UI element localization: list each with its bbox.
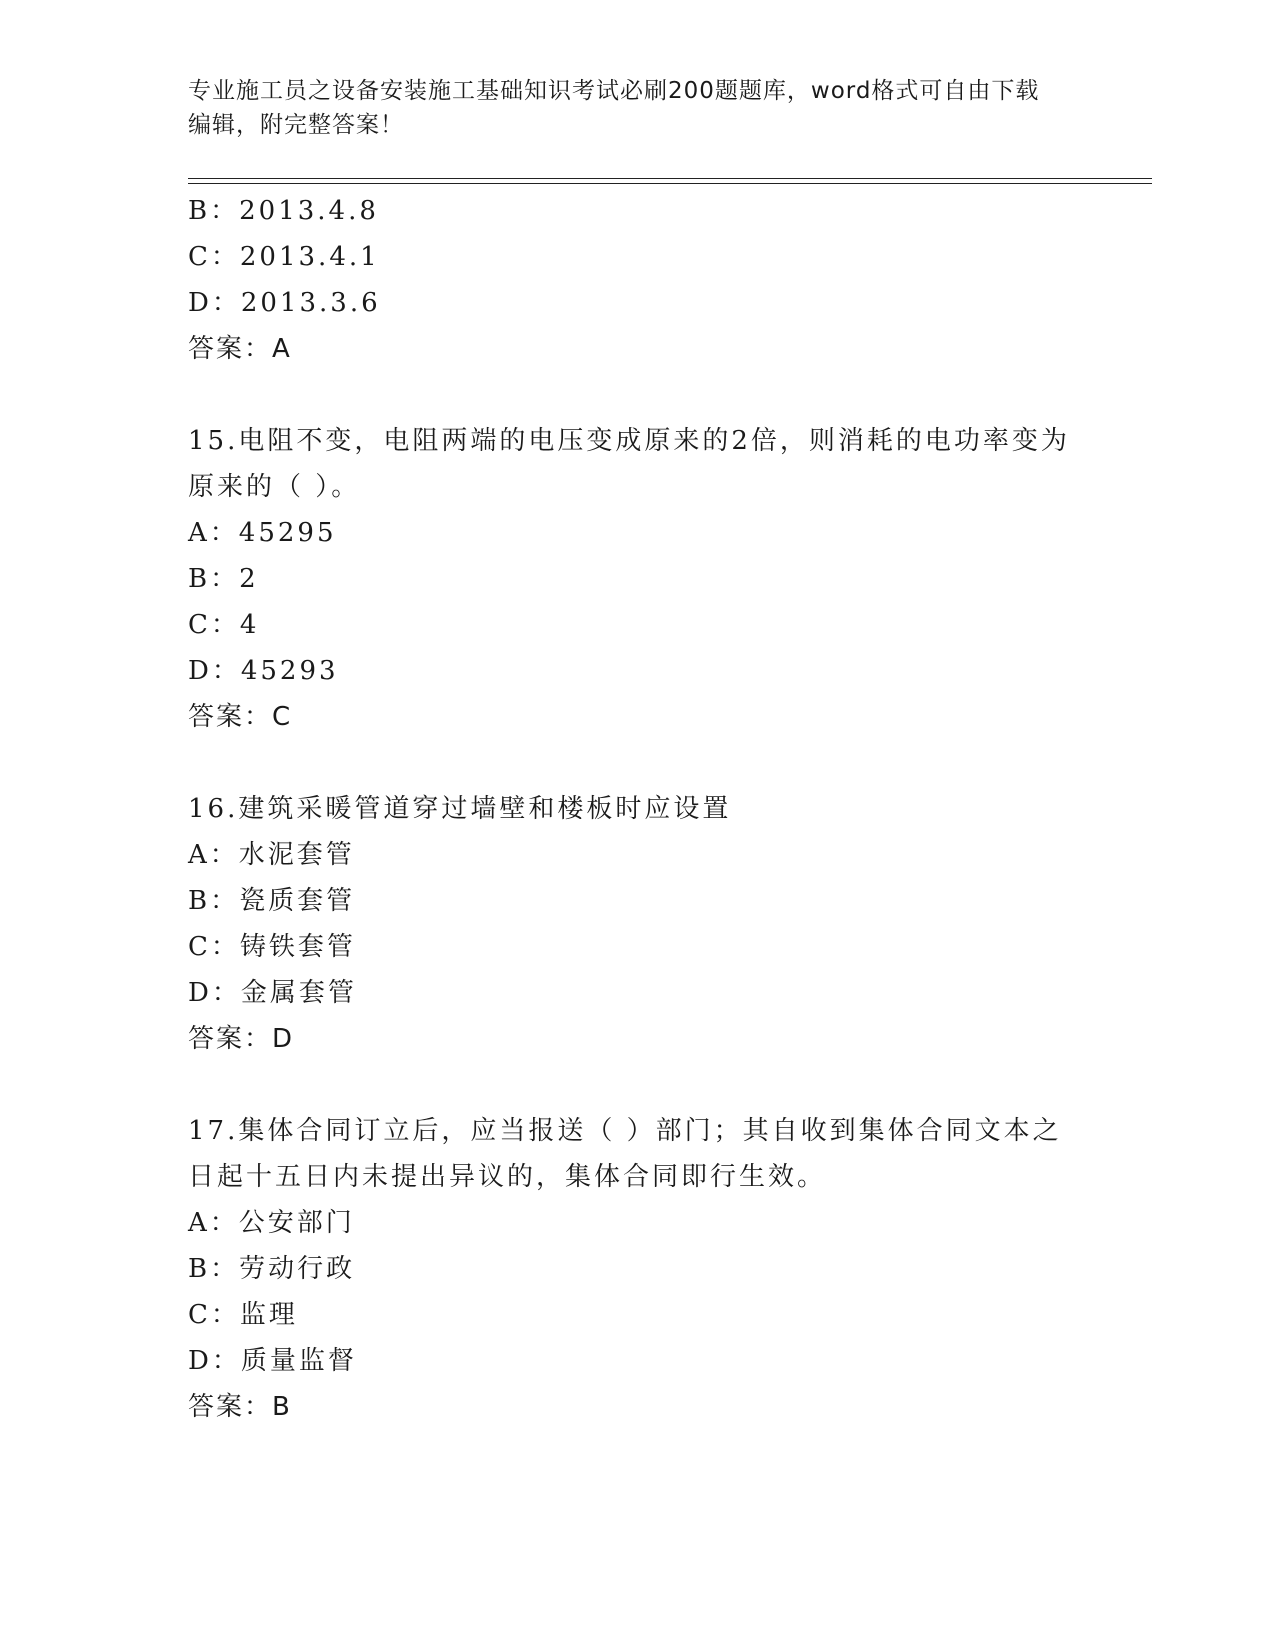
- header-divider-bottom: [188, 183, 1152, 184]
- spacer: [188, 372, 1088, 418]
- question-text-line: 15.电阻不变，电阻两端的电压变成原来的2倍，则消耗的电功率变为: [188, 426, 1070, 456]
- question-16: [188, 786, 1088, 1062]
- question-text-line: 原来的（ ）。: [188, 472, 361, 502]
- answer-line: 答案：D: [188, 1024, 295, 1054]
- option-b: B：劳动行政: [188, 1254, 356, 1284]
- option-d: D：45293: [188, 656, 339, 686]
- document-body: [188, 188, 1088, 1430]
- question-text-line: 日起十五日内未提出异议的，集体合同即行生效。: [188, 1162, 827, 1192]
- option-b: B：2013.4.8: [188, 196, 379, 226]
- option-d: D：质量监督: [188, 1346, 357, 1376]
- spacer: [188, 1062, 1088, 1108]
- option-b: B：2: [188, 564, 259, 594]
- option-c: C：铸铁套管: [188, 932, 356, 962]
- option-a: A：公安部门: [188, 1208, 355, 1238]
- option-a: A：45295: [188, 518, 337, 548]
- option-a: A：水泥套管: [188, 840, 355, 870]
- header-divider-top: [188, 178, 1152, 179]
- question-text-line: 17.集体合同订立后，应当报送（ ）部门；其自收到集体合同文本之: [188, 1116, 1062, 1146]
- option-b: B：瓷质套管: [188, 886, 356, 916]
- question-14-remainder: [188, 188, 1088, 372]
- question-17: [188, 1108, 1088, 1430]
- header-line-2: 编辑，附完整答案！: [188, 112, 404, 138]
- header-line-1: 专业施工员之设备安装施工基础知识考试必刷200题题库，word格式可自由下载: [188, 78, 1040, 104]
- option-c: C：2013.4.1: [188, 242, 380, 272]
- answer-line: 答案：C: [188, 702, 293, 732]
- option-c: C：4: [188, 610, 260, 640]
- option-d: D：2013.3.6: [188, 288, 381, 318]
- question-15: [188, 418, 1088, 740]
- option-d: D：金属套管: [188, 978, 357, 1008]
- answer-line: 答案：A: [188, 334, 292, 364]
- question-text-line: 16.建筑采暖管道穿过墙壁和楼板时应设置: [188, 794, 732, 824]
- answer-line: 答案：B: [188, 1392, 292, 1422]
- document-header: [188, 74, 1088, 142]
- spacer: [188, 740, 1088, 786]
- option-c: C：监理: [188, 1300, 298, 1330]
